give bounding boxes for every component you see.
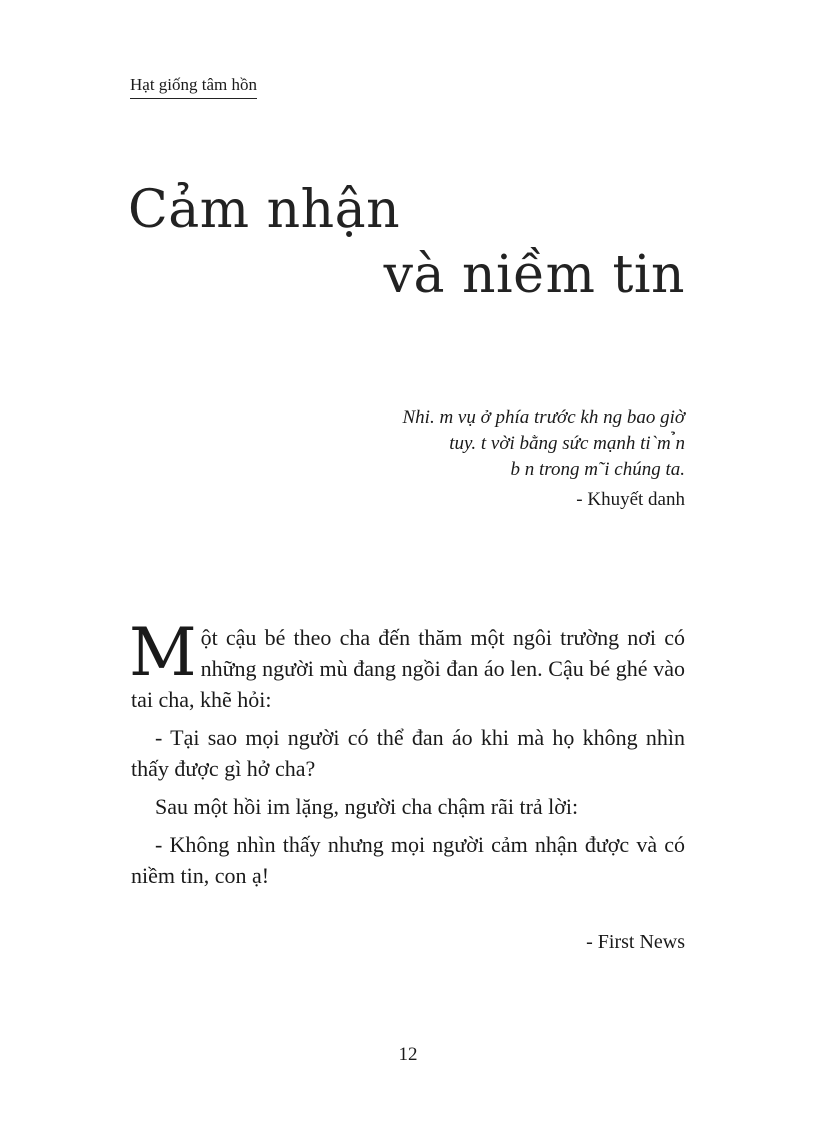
chapter-title-line-1: Cảm nhận <box>128 180 401 240</box>
chapter-title-line-2: và niềm tin <box>383 245 685 305</box>
epigraph <box>265 405 685 513</box>
running-header: Hạt giống tâm hồn <box>130 74 257 99</box>
epigraph-attribution: - Khuyết danh <box>576 489 685 510</box>
story-body <box>129 614 685 898</box>
drop-cap: M <box>129 614 197 691</box>
epigraph-line: tuy. t vời bằng sức mạnh ti`m ̉n <box>449 433 685 454</box>
story-paragraph-2: - Tại sao mọi người có thể đan áo khi mà họ không nhìn thấy được gì hở cha? <box>131 725 685 781</box>
epigraph-line: b n trong m˜i chúng ta. <box>510 459 685 480</box>
page-number: 12 <box>398 1044 418 1065</box>
story-paragraph-1-text: ột cậu bé theo cha đến thăm một ngôi trường nơi có những người mù đang ngồi đan áo len. Cậu bé ghé vào tai cha, khẽ hỏi: <box>131 625 685 712</box>
epigraph-line: Nhi. m vụ ở phía trước kh ng bao giờ <box>402 407 685 428</box>
story-paragraph-4: - Không nhìn thấy nhưng mọi người cảm nhận được và có niềm tin, con ạ! <box>131 832 685 888</box>
story-paragraph-1 <box>129 614 685 715</box>
story-signature: - First News <box>586 931 685 953</box>
story-paragraph-3: Sau một hồi im lặng, người cha chậm rãi trả lời: <box>155 794 579 819</box>
